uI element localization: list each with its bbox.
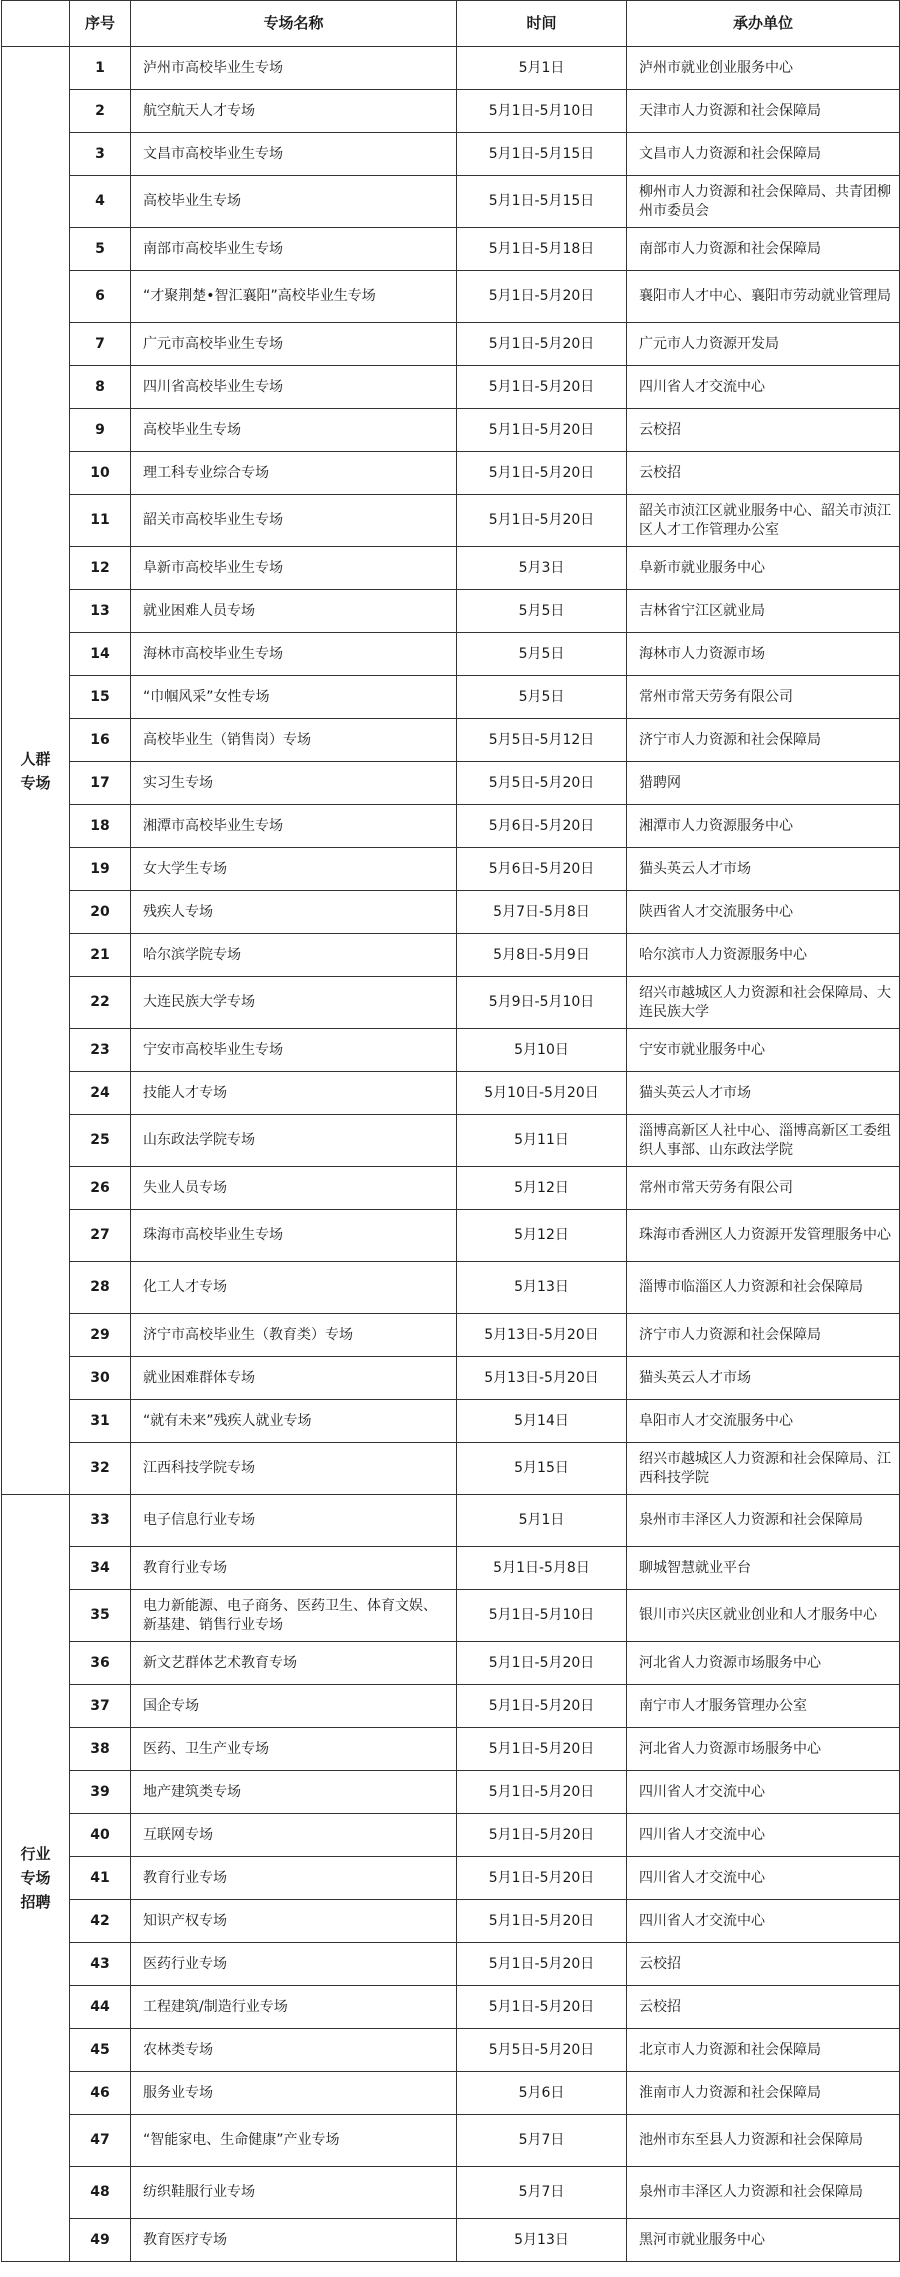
header-name: 专场名称 (131, 1, 457, 47)
fair-name: 哈尔滨学院专场 (131, 934, 457, 977)
fair-name: 教育行业专场 (131, 1547, 457, 1590)
fair-name: “巾帼风采”女性专场 (131, 676, 457, 719)
header-seq: 序号 (70, 1, 131, 47)
organizer: 猫头英云人才市场 (627, 1072, 900, 1115)
fair-time: 5月11日 (457, 1115, 627, 1167)
fair-name: 互联网专场 (131, 1814, 457, 1857)
organizer: 银川市兴庆区就业创业和人才服务中心 (627, 1590, 900, 1642)
organizer: 猎聘网 (627, 762, 900, 805)
table-row (2, 1357, 900, 1400)
row-number: 28 (70, 1262, 131, 1314)
table-row (2, 1072, 900, 1115)
table-row (2, 1443, 900, 1495)
fair-time: 5月1日-5月20日 (457, 1857, 627, 1900)
organizer: 绍兴市越城区人力资源和社会保障局、江西科技学院 (627, 1443, 900, 1495)
organizer: 泉州市丰泽区人力资源和社会保障局 (627, 1495, 900, 1547)
table-row (2, 1642, 900, 1685)
fair-name: 海林市高校毕业生专场 (131, 633, 457, 676)
organizer: 猫头英云人才市场 (627, 848, 900, 891)
fair-time: 5月1日-5月20日 (457, 1900, 627, 1943)
table-row (2, 495, 900, 547)
organizer: 柳州市人力资源和社会保障局、共青团柳州市委员会 (627, 176, 900, 228)
organizer: 吉林省宁江区就业局 (627, 590, 900, 633)
organizer: 珠海市香洲区人力资源开发管理服务中心 (627, 1210, 900, 1262)
fair-name: 高校毕业生（销售岗）专场 (131, 719, 457, 762)
fair-name: 新文艺群体艺术教育专场 (131, 1642, 457, 1685)
organizer: 济宁市人力资源和社会保障局 (627, 719, 900, 762)
header-time: 时间 (457, 1, 627, 47)
row-number: 45 (70, 2029, 131, 2072)
organizer: 哈尔滨市人力资源服务中心 (627, 934, 900, 977)
row-number: 48 (70, 2167, 131, 2219)
row-number: 27 (70, 1210, 131, 1262)
fair-name: 失业人员专场 (131, 1167, 457, 1210)
fair-name: 电力新能源、电子商务、医药卫生、体育文娱、新基建、销售行业专场 (131, 1590, 457, 1642)
table-row (2, 1547, 900, 1590)
row-number: 46 (70, 2072, 131, 2115)
table-row (2, 2072, 900, 2115)
fair-name: 湘潭市高校毕业生专场 (131, 805, 457, 848)
fair-name: 高校毕业生专场 (131, 176, 457, 228)
fair-time: 5月1日-5月20日 (457, 1728, 627, 1771)
table-row (2, 676, 900, 719)
fair-time: 5月5日-5月20日 (457, 2029, 627, 2072)
fair-name: 航空航天人才专场 (131, 90, 457, 133)
fair-time: 5月1日-5月20日 (457, 1814, 627, 1857)
row-number: 12 (70, 547, 131, 590)
row-number: 44 (70, 1986, 131, 2029)
table-row (2, 762, 900, 805)
fair-name: 就业困难人员专场 (131, 590, 457, 633)
fair-name: 济宁市高校毕业生（教育类）专场 (131, 1314, 457, 1357)
fair-name: 工程建筑/制造行业专场 (131, 1986, 457, 2029)
table-row (2, 590, 900, 633)
table-row (2, 228, 900, 271)
table-row (2, 2167, 900, 2219)
row-number: 22 (70, 977, 131, 1029)
row-number: 2 (70, 90, 131, 133)
table-row (2, 1814, 900, 1857)
table-row (2, 805, 900, 848)
row-number: 15 (70, 676, 131, 719)
organizer: 海林市人力资源市场 (627, 633, 900, 676)
organizer: 南宁市人才服务管理办公室 (627, 1685, 900, 1728)
fair-name: 农林类专场 (131, 2029, 457, 2072)
row-number: 32 (70, 1443, 131, 1495)
table-row (2, 1029, 900, 1072)
table-row (2, 1771, 900, 1814)
fair-time: 5月14日 (457, 1400, 627, 1443)
row-number: 26 (70, 1167, 131, 1210)
organizer: 北京市人力资源和社会保障局 (627, 2029, 900, 2072)
table-row (2, 1314, 900, 1357)
organizer: 池州市东至县人力资源和社会保障局 (627, 2115, 900, 2167)
organizer: 黑河市就业服务中心 (627, 2219, 900, 2262)
row-number: 49 (70, 2219, 131, 2262)
organizer: 阜新市就业服务中心 (627, 547, 900, 590)
organizer: 四川省人才交流中心 (627, 366, 900, 409)
table-row (2, 1857, 900, 1900)
fair-time: 5月13日 (457, 2219, 627, 2262)
table-row (2, 1115, 900, 1167)
row-number: 33 (70, 1495, 131, 1547)
organizer: 聊城智慧就业平台 (627, 1547, 900, 1590)
fair-time: 5月7日 (457, 2115, 627, 2167)
fair-name: 大连民族大学专场 (131, 977, 457, 1029)
fair-name: 医药行业专场 (131, 1943, 457, 1986)
fair-time: 5月1日-5月18日 (457, 228, 627, 271)
fair-time: 5月5日-5月12日 (457, 719, 627, 762)
fair-time: 5月1日-5月20日 (457, 1986, 627, 2029)
fair-time: 5月6日 (457, 2072, 627, 2115)
fair-name: 残疾人专场 (131, 891, 457, 934)
fair-time: 5月1日-5月10日 (457, 1590, 627, 1642)
organizer: 文昌市人力资源和社会保障局 (627, 133, 900, 176)
fair-name: 医药、卫生产业专场 (131, 1728, 457, 1771)
fair-name: “才聚荆楚•智汇襄阳”高校毕业生专场 (131, 271, 457, 323)
row-number: 6 (70, 271, 131, 323)
fair-time: 5月1日 (457, 1495, 627, 1547)
table-row (2, 1167, 900, 1210)
organizer: 淮南市人力资源和社会保障局 (627, 2072, 900, 2115)
row-number: 34 (70, 1547, 131, 1590)
organizer: 韶关市浈江区就业服务中心、韶关市浈江区人才工作管理办公室 (627, 495, 900, 547)
fair-name: “智能家电、生命健康”产业专场 (131, 2115, 457, 2167)
fair-name: 南部市高校毕业生专场 (131, 228, 457, 271)
table-row (2, 1210, 900, 1262)
table-body (2, 47, 900, 2262)
fair-time: 5月12日 (457, 1210, 627, 1262)
row-number: 37 (70, 1685, 131, 1728)
table-row (2, 1262, 900, 1314)
fair-time: 5月1日-5月20日 (457, 271, 627, 323)
row-number: 7 (70, 323, 131, 366)
fair-time: 5月1日-5月20日 (457, 323, 627, 366)
fair-name: 知识产权专场 (131, 1900, 457, 1943)
fair-time: 5月13日 (457, 1262, 627, 1314)
fair-name: 技能人才专场 (131, 1072, 457, 1115)
organizer: 南部市人力资源和社会保障局 (627, 228, 900, 271)
organizer: 河北省人力资源市场服务中心 (627, 1642, 900, 1685)
organizer: 云校招 (627, 1986, 900, 2029)
fair-name: 理工科专业综合专场 (131, 452, 457, 495)
organizer: 云校招 (627, 1943, 900, 1986)
fair-name: 教育医疗专场 (131, 2219, 457, 2262)
table-row (2, 547, 900, 590)
table-row (2, 2219, 900, 2262)
table-row (2, 1495, 900, 1547)
fair-time: 5月1日-5月20日 (457, 495, 627, 547)
organizer: 云校招 (627, 452, 900, 495)
table-row (2, 977, 900, 1029)
table-row (2, 90, 900, 133)
table-row (2, 1986, 900, 2029)
table-row (2, 323, 900, 366)
table-row (2, 366, 900, 409)
organizer: 湘潭市人力资源服务中心 (627, 805, 900, 848)
fair-name: 文昌市高校毕业生专场 (131, 133, 457, 176)
fair-time: 5月6日-5月20日 (457, 848, 627, 891)
organizer: 四川省人才交流中心 (627, 1771, 900, 1814)
table-row (2, 1590, 900, 1642)
fair-name: 化工人才专场 (131, 1262, 457, 1314)
fair-time: 5月5日 (457, 676, 627, 719)
fair-name: 国企专场 (131, 1685, 457, 1728)
row-number: 8 (70, 366, 131, 409)
fair-name: 实习生专场 (131, 762, 457, 805)
row-number: 39 (70, 1771, 131, 1814)
fair-time: 5月1日-5月20日 (457, 452, 627, 495)
fair-name: 江西科技学院专场 (131, 1443, 457, 1495)
fair-time: 5月9日-5月10日 (457, 977, 627, 1029)
table-row (2, 409, 900, 452)
row-number: 40 (70, 1814, 131, 1857)
organizer: 襄阳市人才中心、襄阳市劳动就业管理局 (627, 271, 900, 323)
organizer: 绍兴市越城区人力资源和社会保障局、大连民族大学 (627, 977, 900, 1029)
row-number: 19 (70, 848, 131, 891)
organizer: 四川省人才交流中心 (627, 1857, 900, 1900)
organizer: 云校招 (627, 409, 900, 452)
fair-name: 山东政法学院专场 (131, 1115, 457, 1167)
fair-time: 5月1日-5月10日 (457, 90, 627, 133)
fair-time: 5月5日-5月20日 (457, 762, 627, 805)
fair-name: 地产建筑类专场 (131, 1771, 457, 1814)
table-row (2, 934, 900, 977)
organizer: 阜阳市人才交流服务中心 (627, 1400, 900, 1443)
fair-time: 5月15日 (457, 1443, 627, 1495)
row-number: 24 (70, 1072, 131, 1115)
fair-time: 5月10日 (457, 1029, 627, 1072)
row-number: 23 (70, 1029, 131, 1072)
fair-time: 5月8日-5月9日 (457, 934, 627, 977)
organizer: 猫头英云人才市场 (627, 1357, 900, 1400)
row-number: 4 (70, 176, 131, 228)
header-org: 承办单位 (627, 1, 900, 47)
fair-time: 5月7日-5月8日 (457, 891, 627, 934)
row-number: 3 (70, 133, 131, 176)
organizer: 广元市人力资源开发局 (627, 323, 900, 366)
fair-name: 广元市高校毕业生专场 (131, 323, 457, 366)
table-row (2, 1943, 900, 1986)
organizer: 淄博市临淄区人力资源和社会保障局 (627, 1262, 900, 1314)
fair-time: 5月1日-5月20日 (457, 1685, 627, 1728)
fair-time: 5月1日-5月20日 (457, 366, 627, 409)
table-row (2, 719, 900, 762)
row-number: 42 (70, 1900, 131, 1943)
fair-time: 5月1日-5月20日 (457, 409, 627, 452)
fair-name: 教育行业专场 (131, 1857, 457, 1900)
table-row (2, 848, 900, 891)
row-number: 17 (70, 762, 131, 805)
organizer: 四川省人才交流中心 (627, 1900, 900, 1943)
fair-time: 5月3日 (457, 547, 627, 590)
row-number: 43 (70, 1943, 131, 1986)
fair-name: 四川省高校毕业生专场 (131, 366, 457, 409)
fair-name: 纺织鞋服行业专场 (131, 2167, 457, 2219)
row-number: 1 (70, 47, 131, 90)
row-number: 10 (70, 452, 131, 495)
fair-time: 5月13日-5月20日 (457, 1314, 627, 1357)
category-label: 行业 专场 招聘 (2, 1495, 70, 2262)
fair-time: 5月1日-5月20日 (457, 1771, 627, 1814)
organizer: 宁安市就业服务中心 (627, 1029, 900, 1072)
fair-time: 5月5日 (457, 633, 627, 676)
row-number: 31 (70, 1400, 131, 1443)
fair-name: 宁安市高校毕业生专场 (131, 1029, 457, 1072)
fair-name: 阜新市高校毕业生专场 (131, 547, 457, 590)
table-row (2, 1728, 900, 1771)
organizer: 泉州市丰泽区人力资源和社会保障局 (627, 2167, 900, 2219)
fair-name: 韶关市高校毕业生专场 (131, 495, 457, 547)
fair-time: 5月1日 (457, 47, 627, 90)
organizer: 天津市人力资源和社会保障局 (627, 90, 900, 133)
row-number: 14 (70, 633, 131, 676)
fair-time: 5月1日-5月20日 (457, 1642, 627, 1685)
fair-name: 泸州市高校毕业生专场 (131, 47, 457, 90)
table-row (2, 633, 900, 676)
row-number: 35 (70, 1590, 131, 1642)
category-label: 人群 专场 (2, 47, 70, 1495)
organizer: 济宁市人力资源和社会保障局 (627, 1314, 900, 1357)
row-number: 29 (70, 1314, 131, 1357)
fair-time: 5月5日 (457, 590, 627, 633)
organizer: 泸州市就业创业服务中心 (627, 47, 900, 90)
row-number: 25 (70, 1115, 131, 1167)
row-number: 38 (70, 1728, 131, 1771)
table-row (2, 176, 900, 228)
row-number: 13 (70, 590, 131, 633)
fair-name: 女大学生专场 (131, 848, 457, 891)
organizer: 四川省人才交流中心 (627, 1814, 900, 1857)
row-number: 21 (70, 934, 131, 977)
row-number: 9 (70, 409, 131, 452)
table-row (2, 1900, 900, 1943)
fair-time: 5月1日-5月20日 (457, 1943, 627, 1986)
row-number: 18 (70, 805, 131, 848)
fair-time: 5月6日-5月20日 (457, 805, 627, 848)
table-row (2, 1400, 900, 1443)
row-number: 30 (70, 1357, 131, 1400)
table-row (2, 47, 900, 90)
fair-time: 5月1日-5月15日 (457, 176, 627, 228)
table-row (2, 2029, 900, 2072)
row-number: 5 (70, 228, 131, 271)
row-number: 16 (70, 719, 131, 762)
organizer: 河北省人力资源市场服务中心 (627, 1728, 900, 1771)
table-row (2, 133, 900, 176)
row-number: 20 (70, 891, 131, 934)
fair-time: 5月1日-5月8日 (457, 1547, 627, 1590)
fair-time: 5月1日-5月15日 (457, 133, 627, 176)
fair-name: 服务业专场 (131, 2072, 457, 2115)
table-row (2, 1685, 900, 1728)
fair-time: 5月7日 (457, 2167, 627, 2219)
fair-name: 电子信息行业专场 (131, 1495, 457, 1547)
table-row (2, 2115, 900, 2167)
organizer: 淄博高新区人社中心、淄博高新区工委组织人事部、山东政法学院 (627, 1115, 900, 1167)
row-number: 41 (70, 1857, 131, 1900)
fair-time: 5月10日-5月20日 (457, 1072, 627, 1115)
organizer: 陕西省人才交流服务中心 (627, 891, 900, 934)
organizer: 常州市常天劳务有限公司 (627, 1167, 900, 1210)
job-fair-schedule-table (1, 0, 900, 2262)
table-row (2, 271, 900, 323)
fair-name: 珠海市高校毕业生专场 (131, 1210, 457, 1262)
table-row (2, 891, 900, 934)
fair-name: 高校毕业生专场 (131, 409, 457, 452)
table-row (2, 452, 900, 495)
row-number: 47 (70, 2115, 131, 2167)
fair-name: 就业困难群体专场 (131, 1357, 457, 1400)
table-header-row (2, 1, 900, 47)
header-category (2, 1, 70, 47)
row-number: 36 (70, 1642, 131, 1685)
row-number: 11 (70, 495, 131, 547)
fair-name: “就有未来”残疾人就业专场 (131, 1400, 457, 1443)
fair-time: 5月13日-5月20日 (457, 1357, 627, 1400)
fair-time: 5月12日 (457, 1167, 627, 1210)
organizer: 常州市常天劳务有限公司 (627, 676, 900, 719)
